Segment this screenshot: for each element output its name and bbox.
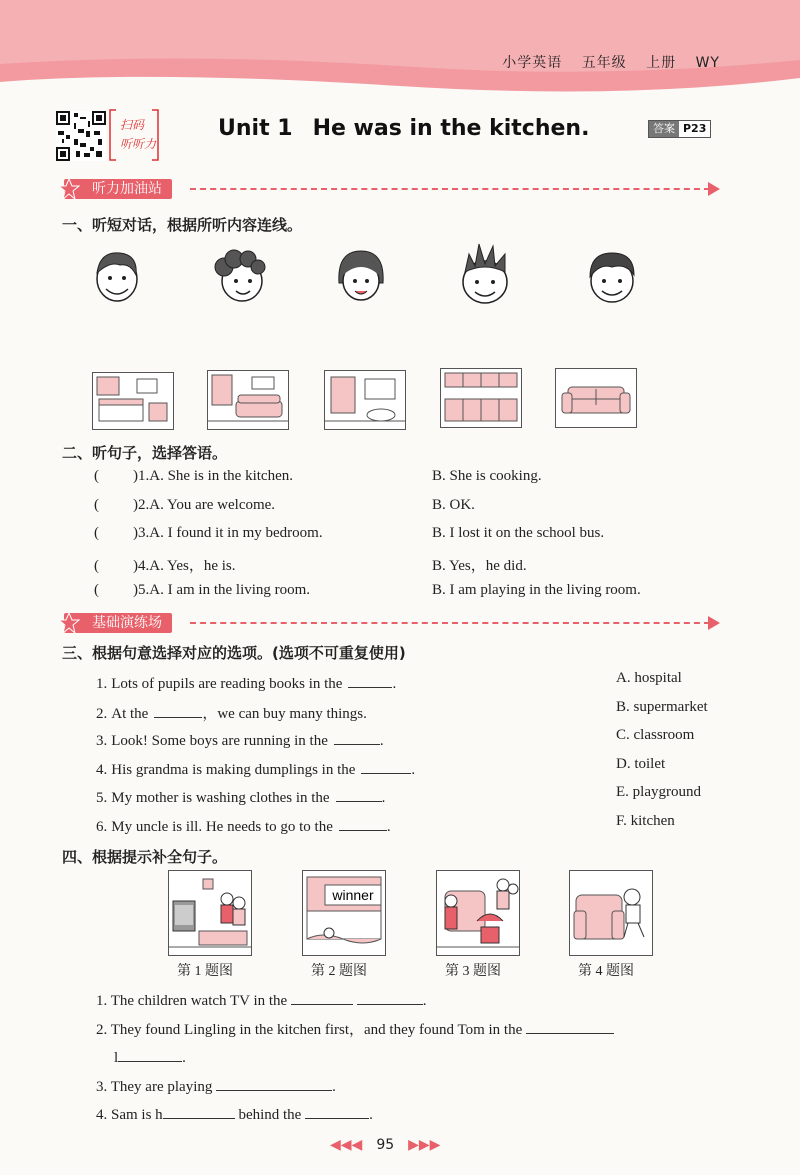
q4-s2-num: 2. — [96, 1022, 108, 1038]
q2-paren-close: ) — [133, 496, 138, 513]
q3-text: Lots of pupils are reading books in the — [111, 676, 343, 692]
arrow-right-icon — [708, 182, 720, 196]
q3-text: At the — [111, 705, 149, 722]
q4-s3-end: . — [332, 1079, 336, 1095]
scan-line-2: 听听力 — [120, 137, 157, 151]
q3-end: . — [411, 761, 416, 778]
q4-caption: 第 3 题图 — [445, 964, 501, 979]
q3-blank[interactable] — [361, 759, 411, 774]
q2-number: 1. — [138, 468, 150, 484]
answer-label: 答案 — [649, 121, 679, 137]
living-room-picture — [207, 370, 289, 430]
q2-option-a: A. Yes，he is. — [149, 557, 236, 574]
bathroom-picture — [324, 370, 406, 430]
q3-sentence — [96, 816, 391, 836]
q4-s3-text: They are playing — [110, 1079, 213, 1095]
arrow-right-icon — [708, 616, 720, 630]
q2-row — [94, 468, 293, 485]
q4-s4-blank-2[interactable] — [305, 1104, 369, 1119]
q3-text: Look! Some boys are running in the — [111, 733, 328, 749]
book-volume: 上册 — [646, 55, 677, 71]
q3-text: My uncle is ill. He needs to go to the — [111, 818, 333, 835]
q2-option-b: B. I lost it on the school bus. — [432, 525, 605, 541]
q2-option-a: A. She is in the kitchen. — [149, 468, 293, 484]
q4-sentence-2 — [96, 1018, 614, 1039]
q2-option-a: A. I found it in my bedroom. — [149, 525, 323, 541]
q2-heading: 二、听句子，选择答语。 — [62, 444, 228, 462]
q2-option-b: B. She is cooking. — [432, 468, 542, 484]
star-icon — [58, 178, 80, 200]
q4-s2-blank-2[interactable] — [118, 1047, 182, 1062]
q3-number: 4. — [96, 761, 108, 778]
q3-end: . — [379, 733, 384, 749]
q2-row — [94, 525, 323, 542]
q3-blank[interactable] — [339, 816, 387, 831]
q3-heading: 三、根据句意选择对应的选项。(选项不可重复使用) — [62, 644, 406, 662]
q3-end: ，we can buy many things. — [202, 705, 367, 722]
sofa-picture — [555, 368, 637, 428]
q4-picture-1 — [168, 870, 252, 956]
q3-blank[interactable] — [334, 730, 380, 745]
section-divider — [190, 622, 710, 624]
girl-face-bob-icon — [333, 245, 388, 305]
q3-blank[interactable] — [348, 673, 392, 688]
q2-paren-close: ) — [133, 468, 138, 484]
q2-row — [94, 582, 310, 599]
q2-paren-open: ( — [94, 582, 99, 598]
section-practice — [58, 612, 172, 634]
q2-paren-open: ( — [94, 496, 99, 513]
scan-line-1: 扫码 — [120, 118, 145, 132]
q2-paren-open: ( — [94, 468, 99, 484]
q2-row — [94, 554, 236, 575]
q3-option: F. kitchen — [616, 812, 675, 829]
unit-title — [218, 116, 589, 141]
scan-to-listen — [108, 108, 160, 162]
q3-number: 2. — [96, 705, 108, 722]
section-divider — [190, 188, 710, 190]
q4-s1-end: . — [422, 993, 427, 1009]
section-listening-label: 听力加油站 — [64, 179, 172, 199]
unit-name: He was in the kitchen. — [312, 116, 590, 141]
q2-option-b: B. OK. — [432, 496, 475, 513]
q3-number: 5. — [96, 790, 108, 806]
q4-heading: 四、根据提示补全句子。 — [62, 848, 228, 866]
q4-caption: 第 1 题图 — [177, 964, 233, 979]
book-subject: 小学英语 — [502, 55, 563, 71]
q2-option-b: B. I am playing in the living room. — [432, 582, 641, 598]
q4-s2-end: . — [182, 1050, 186, 1066]
q2-paren-open: ( — [94, 557, 99, 574]
q3-sentence — [96, 787, 385, 807]
q3-option: E. playground — [616, 784, 701, 800]
section-listening — [58, 178, 172, 200]
book-grade: 五年级 — [581, 55, 627, 71]
q2-number: 5. — [138, 582, 150, 598]
unit-number: Unit 1 — [218, 116, 293, 141]
q4-picture-3 — [436, 870, 520, 956]
q4-s4-num: 4. — [96, 1107, 108, 1123]
answer-page: P23 — [679, 121, 710, 137]
q3-sentence — [96, 702, 367, 723]
q2-number: 3. — [138, 525, 150, 541]
q4-s4-blank-1[interactable] — [163, 1104, 235, 1119]
q2-row — [94, 497, 275, 514]
q3-number: 3. — [96, 733, 108, 749]
q4-caption: 第 4 题图 — [578, 964, 634, 979]
q3-sentence — [96, 673, 396, 693]
q4-picture-2 — [302, 870, 386, 956]
q3-option: A. hospital — [616, 670, 682, 686]
q4-s1-text: The children watch TV in the — [110, 993, 288, 1009]
q4-s3-blank[interactable] — [216, 1076, 332, 1091]
q4-s1-num: 1. — [96, 993, 108, 1009]
q4-s4-end: . — [369, 1107, 373, 1123]
q4-picture-4 — [569, 870, 653, 956]
boy-face-spiky-icon — [455, 240, 517, 306]
q2-option-b: B. Yes，he did. — [432, 557, 527, 574]
q2-paren-close: ) — [133, 582, 138, 598]
q4-sentence-4 — [96, 1104, 373, 1124]
q4-s4-mid: behind the — [238, 1107, 302, 1123]
book-edition: WY — [695, 55, 720, 71]
q3-blank[interactable] — [336, 787, 382, 802]
q4-s2-blank-1[interactable] — [526, 1019, 614, 1034]
q3-option: B. supermarket — [616, 698, 708, 715]
q3-blank[interactable] — [154, 703, 202, 718]
q2-option-a: A. I am in the living room. — [149, 582, 311, 598]
book-info — [488, 52, 720, 72]
section-practice-label: 基础演练场 — [64, 613, 172, 633]
q3-number: 6. — [96, 818, 108, 835]
boy-face-2-icon — [582, 245, 640, 305]
bedroom-picture — [92, 372, 174, 430]
q2-paren-close: ) — [133, 557, 138, 574]
q3-number: 1. — [96, 676, 108, 692]
girl-face-curly-icon — [210, 245, 268, 305]
q4-sentence-3 — [96, 1076, 336, 1096]
answer-badge[interactable] — [648, 120, 711, 138]
star-icon — [58, 612, 80, 634]
q2-paren-close: ) — [133, 525, 138, 541]
winner-sign: winner — [332, 887, 374, 903]
q3-sentence — [96, 759, 415, 779]
q4-caption: 第 2 题图 — [311, 964, 367, 979]
q4-s1-blank-2[interactable] — [357, 990, 423, 1005]
qr-code-icon[interactable] — [56, 111, 106, 161]
kitchen-picture — [440, 368, 522, 428]
header-banner — [0, 0, 800, 100]
q4-s2-text: They found Lingling in the kitchen first，and they found Tom in the — [110, 1022, 523, 1038]
q2-option-a: A. You are welcome. — [149, 496, 276, 513]
q4-sentence-2-cont — [114, 1047, 186, 1067]
q1-heading: 一、听短对话，根据所听内容连线。 — [62, 216, 303, 234]
q3-option: D. toilet — [616, 755, 666, 772]
page-footer — [330, 1137, 440, 1154]
right-arrows-icon: ▶▶▶ — [408, 1138, 441, 1153]
page-number: 95 — [376, 1137, 395, 1153]
q3-end: . — [381, 790, 386, 806]
q3-end: . — [386, 818, 391, 835]
q4-s2-cont: l — [114, 1050, 119, 1066]
q4-sentence-1 — [96, 990, 426, 1010]
q3-end: . — [392, 676, 397, 692]
boy-face-1-icon — [90, 245, 145, 305]
q3-text: His grandma is making dumplings in the — [111, 761, 356, 778]
q3-text: My mother is washing clothes in the — [111, 790, 330, 806]
q3-option: C. classroom — [616, 727, 695, 743]
q4-s1-blank-1[interactable] — [291, 990, 353, 1005]
q4-s3-num: 3. — [96, 1079, 108, 1095]
q3-sentence — [96, 730, 384, 750]
q4-s4-text: Sam is h — [111, 1107, 163, 1123]
q2-number: 4. — [138, 557, 150, 574]
q2-number: 2. — [138, 496, 150, 513]
left-arrows-icon: ◀◀◀ — [330, 1138, 363, 1153]
q2-paren-open: ( — [94, 525, 99, 541]
